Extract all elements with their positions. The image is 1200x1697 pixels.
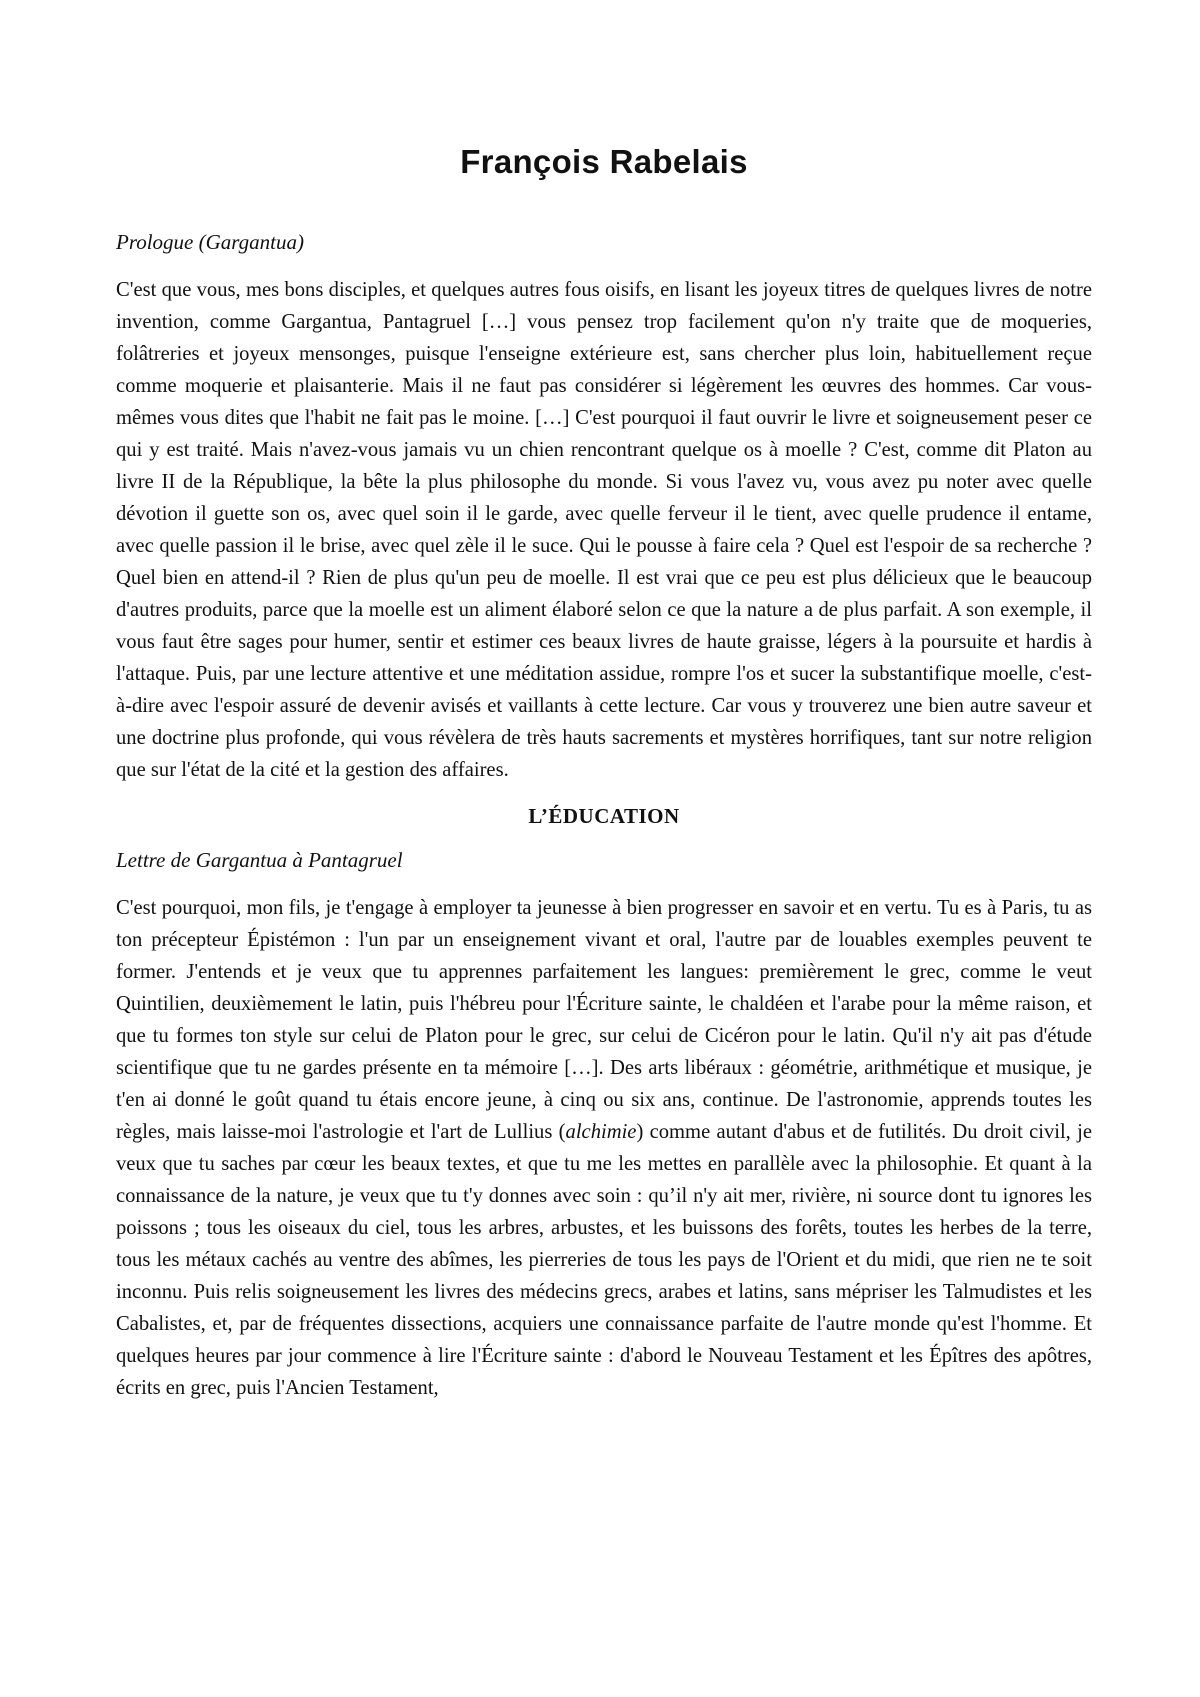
prologue-subheading: Prologue (Gargantua) <box>116 230 305 254</box>
document-title: François Rabelais <box>460 143 748 180</box>
letter-subheading: Lettre de Gargantua à Pantagruel <box>116 848 403 872</box>
education-heading: L’ÉDUCATION <box>528 804 680 828</box>
letter-paragraph-part1: C'est pourquoi, mon fils, je t'engage à employer ta jeunesse à bien progresser en savoir et en vertu. Tu es à Paris, tu as ton précepteur Épistémon : l'un par un enseignement vivant et oral, l'autre par de louables exemples peuvent te former. J'entends et je veux que tu apprennes parfaitement les langues: premièrement le grec, comme le veut Quintilien, deuxièmement le latin, puis l'hébreu pour l'Écriture sainte, le chaldéen et l'arabe pour la même raison, et que tu formes ton style sur celui de Platon pour le grec, sur celui de Cicéron pour le latin. Qu'il n'y ait pas d'étude scientifique que tu ne gardes présente en ta mémoire […]. Des arts libéraux : géométrie, arithmétique et musique, je t'en ai donné le goût quand tu étais encore jeune, à cinq ou six ans, continue. De l'astronomie, apprends toutes les règles, mais laisse-moi l'astrologie et l'art de Lullius ( <box>116 897 1092 1143</box>
alchimie-emphasis: alchimie <box>565 1121 637 1143</box>
document-page <box>116 140 1092 1418</box>
prologue-paragraph: C'est que vous, mes bons disciples, et quelques autres fous oisifs, en lisant les joyeux titres de quelques livres de notre invention, comme Gargantua, Pantagruel […] vous pensez trop facilement qu'on n'y traite que de moqueries, folâtreries et joyeux mensonges, puisque l'enseigne extérieure est, sans chercher plus loin, habituellement reçue comme moquerie et plaisanterie. Mais il ne faut pas considérer si légèrement les œuvres des hommes. Car vous-mêmes vous dites que l'habit ne fait pas le moine. […] C'est pourquoi il faut ouvrir le livre et soigneusement peser ce qui y est traité. Mais n'avez-vous jamais vu un chien rencontrant quelque os à moelle ? C'est, comme dit Platon au livre II de la République, la bête la plus philosophe du monde. Si vous l'avez vu, vous avez pu noter avec quelle dévotion il guette son os, avec quel soin il le garde, avec quelle ferveur il le tient, avec quelle prudence il entame, avec quelle passion il le brise, avec quel zèle il le suce. Qui le pousse à faire cela ? Quel est l'espoir de sa recherche ? Quel bien en attend-il ? Rien de plus qu'un peu de moelle. Il est vrai que ce peu est plus délicieux que le beaucoup d'autres produits, parce que la moelle est un aliment élaboré selon ce que la nature a de plus parfait. A son exemple, il vous faut être sages pour humer, sentir et estimer ces beaux livres de haute graisse, légers à la poursuite et hardis à l'attaque. Puis, par une lecture attentive et une méditation assidue, rompre l'os et sucer la substantifique moelle, c'est-à-dire avec l'espoir assuré de devenir avisés et vaillants à cette lecture. Car vous y trouverez une bien autre saveur et une doctrine plus profonde, qui vous révèlera de très hauts sacrements et mystères horrifiques, tant sur notre religion que sur l'état de la cité et la gestion des affaires. <box>116 279 1092 781</box>
letter-paragraph <box>116 892 1092 1404</box>
letter-paragraph-part2: ) comme autant d'abus et de futilités. Du droit civil, je veux que tu saches par cœur les beaux textes, et que tu me les mettes en parallèle avec la philosophie. Et quant à la connaissance de la nature, je veux que tu t'y donnes avec soin : qu’il n'y ait mer, rivière, ni source dont tu ignores les poissons ; tous les oiseaux du ciel, tous les arbres, arbustes, et les buissons des forêts, toutes les herbes de la terre, tous les métaux cachés au ventre des abîmes, les pierreries de tous les pays de l'Orient et du midi, que rien ne te soit inconnu. Puis relis soigneusement les livres des médecins grecs, arabes et latins, sans mépriser les Talmudistes et les Cabalistes, et, par de fréquentes dissections, acquiers une connaissance parfaite de l'autre monde qu'est l'homme. Et quelques heures par jour commence à lire l'Écriture sainte : d'abord le Nouveau Testament et les Épîtres des apôtres, écrits en grec, puis l'Ancien Testament, <box>116 1121 1092 1399</box>
